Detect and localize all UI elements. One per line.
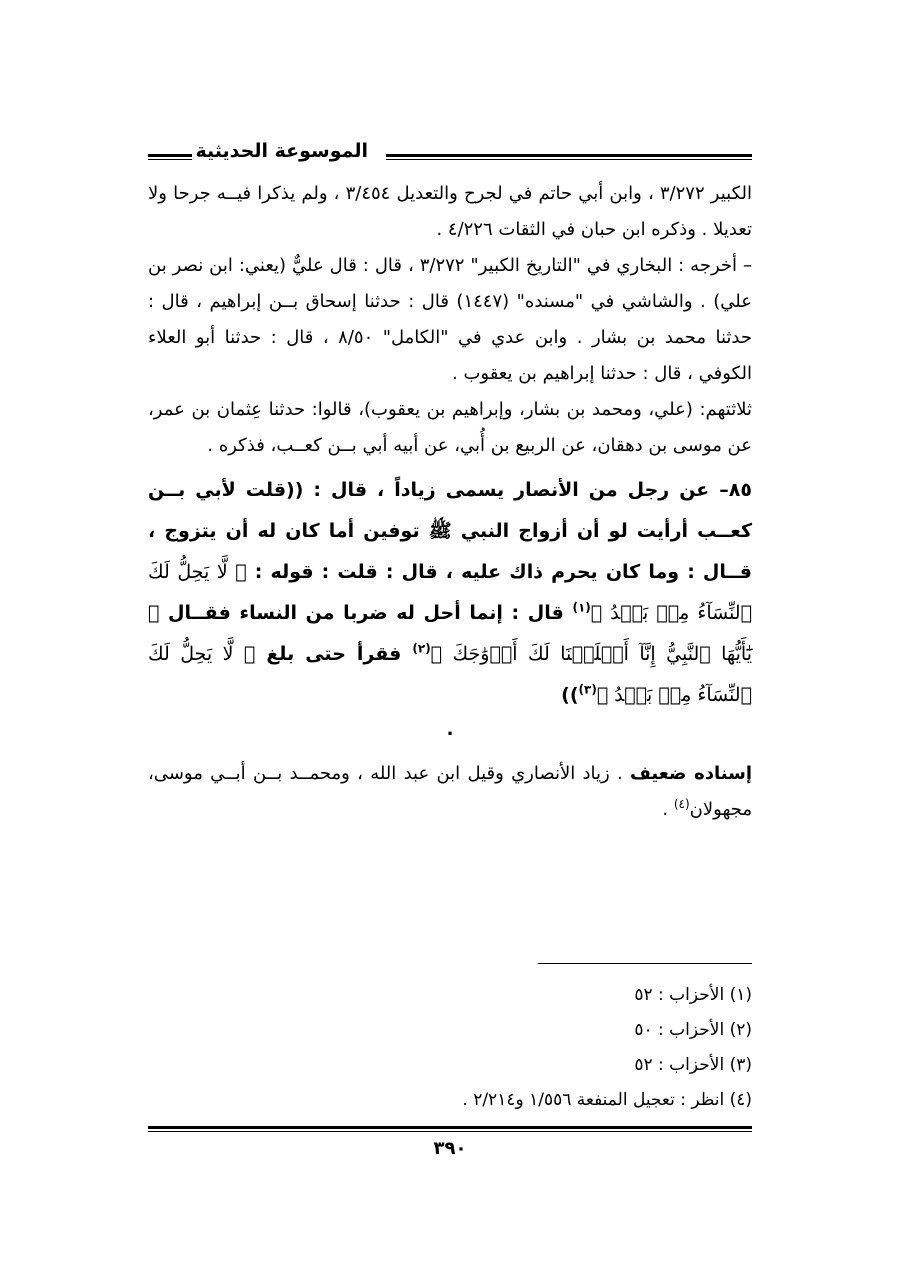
paragraph-2: – أخرجه : البخاري في "التاريخ الكبير" ٣/٢٧٢ ، قال : قال عليٌّ (يعني: ابن نصر بن علي) . والشاشي في "مسنده" (١٤٤٧) قال : حدثنا إسحاق بــن إبراهيم ، قال : حدثنا محمد بن بشار . وابن عدي في "الكامل" ٨/٥٠ ، قال : حدثنا أبو العلاء الكوفي ، قال : حدثنا إبراهيم بن يعقوب . [148,255,752,384]
hadith-text-1: ٨٥– عن رجل من الأنصار يسمى زياداً ، قال : ((قلت لأبي بــن كعــب أرأيت لو أن أزواج النبي ﷺ توفين أما كان له أن يتزوج ، قــال : وما كان يحرم ذاك عليه ، قال : قلت : قوله : [148,479,752,583]
isnad-label: إسناده ضعيف [630,763,752,784]
quran-verse-3: ﴿ لَّا يَحِلُّ لَكَ ٱلنِّسَآءُ مِنۢ بَعۡدُ ﴾ [148,643,752,706]
footnote-4: (٤) انظر : تعجيل المنفعة ١/٥٥٦ و٢/٢١٤ . [462,1090,752,1110]
paragraph-1: الكبير ٣/٢٧٢ ، وابن أبي حاتم في لجرح والتعديل ٣/٤٥٤ ، ولم يذكرا فيــه جرحا ولا تعديلا . وذكره ابن حبان في الثقات ٤/٢٢٦ . [148,183,752,240]
footnote-ref-1: (١) [572,600,591,615]
footnote-ref-2: (٢) [412,641,431,656]
header-title: الموسوعة الحديثية [195,140,368,162]
isnad-grading [148,756,752,828]
footnotes [148,978,752,1118]
paragraph-3: ثلاثتهم: (علي، ومحمد بن بشار، وإبراهيم بن يعقوب)، قالوا: حدثنا عِثمان بن عمر، عن موسى بن دهقان، عن الربيع بن أُبي، عن أبيه أبي بــن كعــب، فذكره . [148,399,752,456]
main-text [148,176,752,828]
header-rule-long [386,154,752,160]
footnote-2: (٢) الأحزاب : ٥٠ [634,1020,752,1040]
footnote-1: (١) الأحزاب : ٥٢ [634,985,752,1005]
hadith-text-2: قال : إنما أحل له ضربا من النساء فقــال [159,602,573,624]
footnote-separator [538,963,752,964]
quran-verse-2: ﴿ يَٰٓأَيُّهَا ٱلنَّبِيُّ إِنَّآ أَحۡلَلۡنَا لَكَ أَزۡوَٰجَكَ ﴾ [148,602,752,665]
page-number: ٣٩٠ [433,1138,467,1159]
bottom-rule [148,1126,752,1132]
hadith-85 [148,470,752,716]
footnote-ref-3: (٣) [578,682,597,697]
quran-verse-1: ﴿ لَّا يَحِلُّ لَكَ ٱلنِّسَآءُ مِنۢ بَعۡدُ ﴾ [148,561,752,624]
footnote-3: (٣) الأحزاب : ٥٢ [634,1055,752,1075]
isnad-text: . زياد الأنصاري وقيل ابن عبد الله ، ومحمــد بــن أبــي موسى، مجهولان [148,763,752,820]
header-rule-short [148,154,192,160]
hadith-end-dot: . [446,719,454,740]
isnad-end: . [662,799,674,820]
footnote-ref-4: (٤) [673,797,690,811]
hadith-text-4: )) [561,684,579,706]
running-header [148,140,752,170]
hadith-text-3: فقرأ حتى بلغ [255,643,413,665]
